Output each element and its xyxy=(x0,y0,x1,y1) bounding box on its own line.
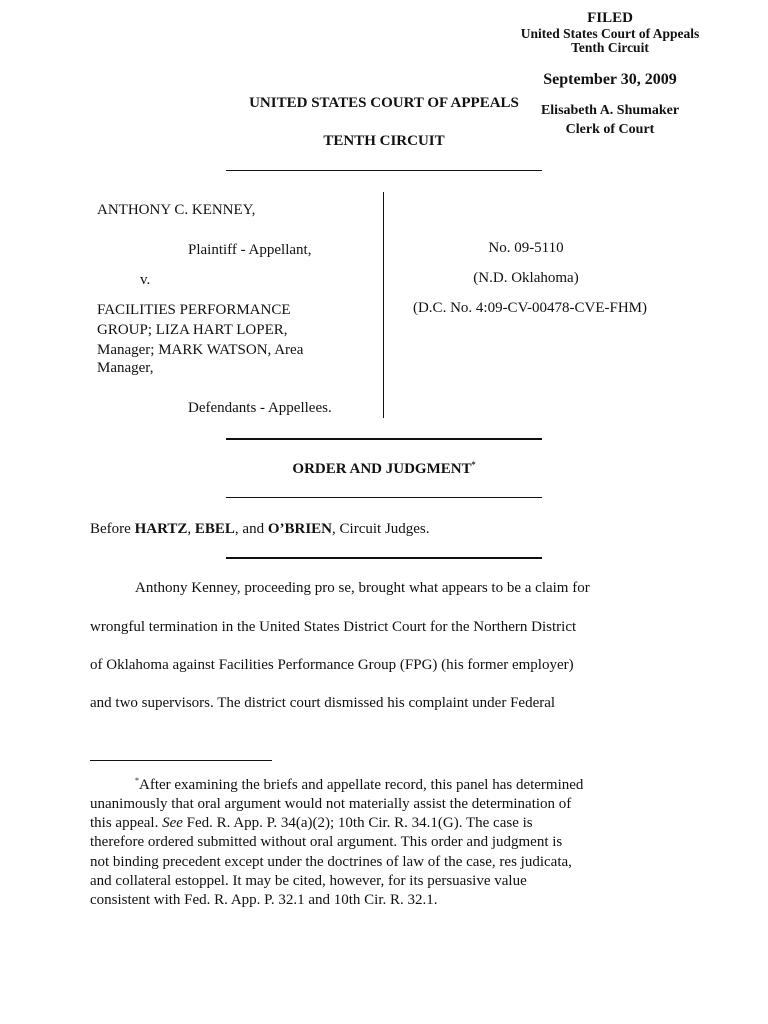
footnote-line-5: not binding precedent except under the doctrines of law of the case, res judicata, xyxy=(90,854,572,870)
panel-judges xyxy=(90,521,430,538)
defendant-line-3: Manager; MARK WATSON, Area xyxy=(97,342,304,358)
body-line-1: Anthony Kenney, proceeding pro se, brought what appears to be a claim for xyxy=(135,580,590,596)
order-rule-bottom xyxy=(226,497,542,498)
plaintiff-name: ANTHONY C. KENNEY, xyxy=(97,202,256,218)
order-title-text: ORDER AND JUDGMENT xyxy=(292,461,472,477)
before-prefix: Before xyxy=(90,521,135,537)
footnote-rule xyxy=(90,760,272,761)
clerk-title: Clerk of Court xyxy=(565,122,655,137)
order-footnote-mark: * xyxy=(471,460,476,469)
stamp-court: United States Court of Appeals xyxy=(520,26,700,41)
judge-sep-1: , xyxy=(187,521,195,537)
footnote-text-3a: this appeal. xyxy=(90,815,163,831)
order-title xyxy=(226,461,542,478)
before-rule xyxy=(226,557,542,559)
judge-obrien: O’BRIEN xyxy=(267,521,333,537)
footnote-line-6: and collateral estoppel. It may be cited, however, for its persuasive value xyxy=(90,873,527,889)
stamp-circuit: Tenth Circuit xyxy=(571,40,649,55)
court-title: UNITED STATES COURT OF APPEALS xyxy=(249,95,519,111)
footnote-line-7: consistent with Fed. R. App. P. 32.1 and 10th Cir. R. 32.1. xyxy=(90,892,438,908)
defendant-line-4: Manager, xyxy=(97,360,154,376)
footnote-text-1: After examining the briefs and appellate record, this panel has determined xyxy=(139,777,584,793)
defendant-line-2: GROUP; LIZA HART LOPER, xyxy=(97,322,288,338)
body-line-3: of Oklahoma against Facilities Performance Group (FPG) (his former employer) xyxy=(90,657,574,673)
before-suffix: , Circuit Judges. xyxy=(332,521,430,537)
case-number: No. 09-5110 xyxy=(488,240,564,256)
defendants-role: Defendants - Appellees. xyxy=(188,400,332,416)
filed-date: September 30, 2009 xyxy=(543,71,677,88)
plaintiff-role: Plaintiff - Appellant, xyxy=(188,242,312,258)
order-rule-top xyxy=(226,438,542,440)
circuit-title: TENTH CIRCUIT xyxy=(323,133,445,149)
footnote-line-4: therefore ordered submitted without oral argument. This order and judgment is xyxy=(90,834,563,850)
judge-hartz: HARTZ xyxy=(134,521,188,537)
filed-label: FILED xyxy=(587,10,633,26)
body-line-2: wrongful termination in the United States District Court for the Northern District xyxy=(90,619,577,635)
clerk-name: Elisabeth A. Shumaker xyxy=(540,103,680,118)
judge-ebel: EBEL xyxy=(194,521,235,537)
district: (N.D. Oklahoma) xyxy=(473,270,579,286)
footnote-line-3 xyxy=(90,815,533,832)
footnote-mark: * xyxy=(135,776,139,785)
versus: v. xyxy=(140,272,151,288)
judge-sep-2: , and xyxy=(234,521,268,537)
dc-number: (D.C. No. 4:09-CV-00478-CVE-FHM) xyxy=(412,300,648,316)
body-line-4: and two supervisors. The district court dismissed his complaint under Federal xyxy=(90,695,556,711)
header-rule xyxy=(226,170,542,171)
footnote-line-2: unanimously that oral argument would not materially assist the determination of xyxy=(90,796,572,812)
footnote-see: See xyxy=(162,815,183,831)
footnote-text-3b: Fed. R. App. P. 34(a)(2); 10th Cir. R. 34.1(G). The case is xyxy=(182,815,533,831)
defendant-line-1: FACILITIES PERFORMANCE xyxy=(97,302,291,318)
footnote-line-1 xyxy=(135,777,583,794)
